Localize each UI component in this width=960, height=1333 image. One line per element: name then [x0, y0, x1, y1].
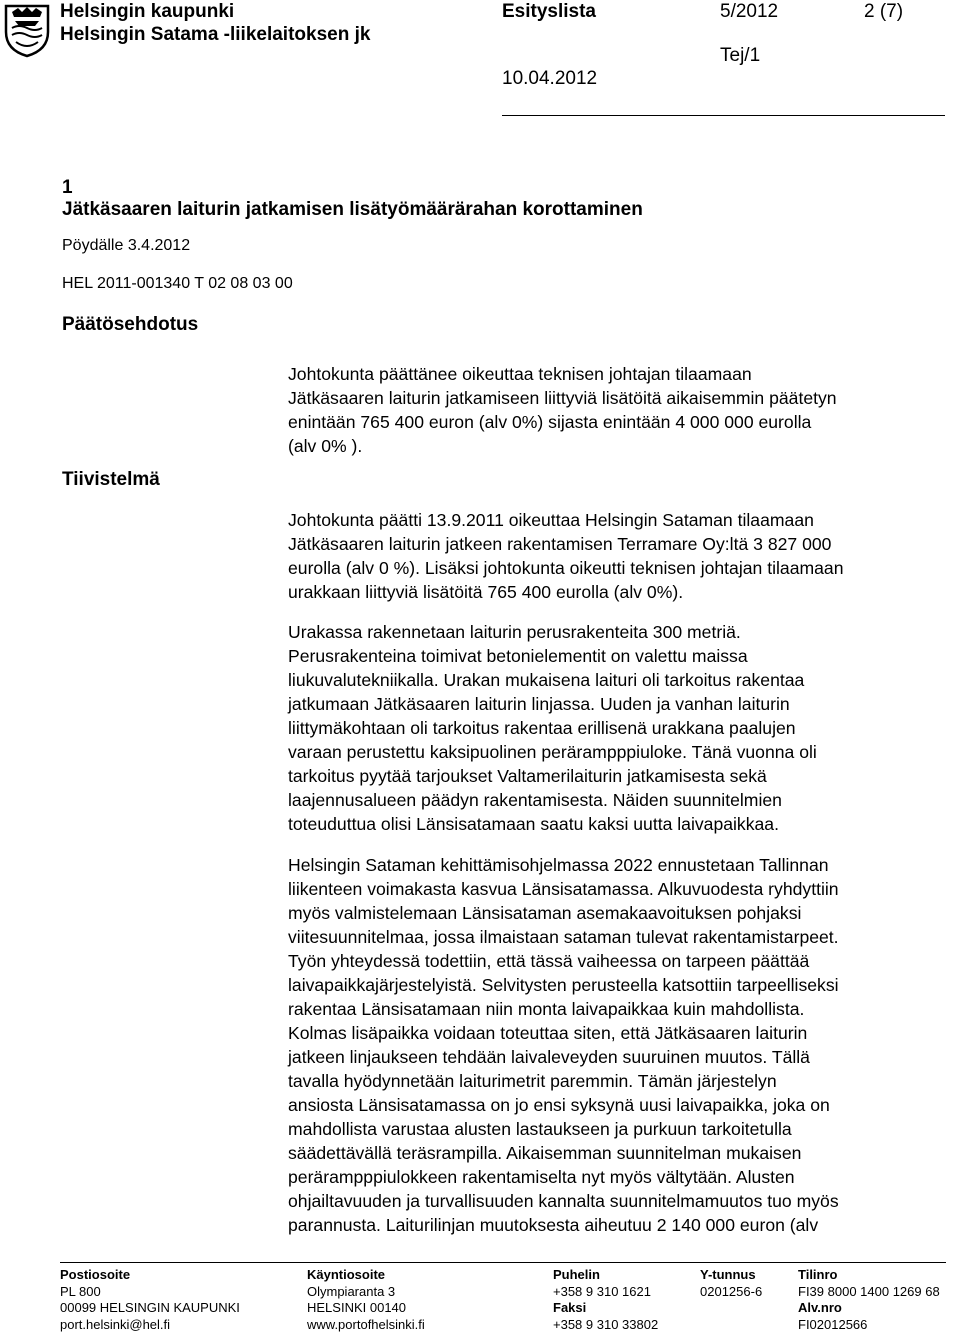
text-line: toteuduttua olisi Länsisatamaan saatu kaksi uutta laivapaikkaa. [288, 812, 948, 836]
text-line: Kolmas lisäpaikka voidaan toteuttaa siten, että Jätkäsaaren laiturin [288, 1021, 948, 1045]
item-title: Jätkäsaaren laiturin jatkamisen lisätyömäärärahan korottaminen [62, 199, 643, 221]
text-line: Johtokunta päättänee oikeuttaa teknisen johtajan tilaamaan [288, 362, 948, 386]
footer-value: +358 9 310 1621 [553, 1284, 658, 1301]
footer-value: HELSINKI 00140 [307, 1300, 425, 1317]
text-line: liikenteen voimakasta kasvua Länsisatamassa. Alkuvuodesta ryhdyttiin [288, 877, 948, 901]
footer-visiting [307, 1267, 425, 1333]
footer-label: Faksi [553, 1300, 586, 1315]
footer-label: Postiosoite [60, 1267, 130, 1282]
footer-rule [60, 1262, 946, 1263]
helsinki-crest-icon [2, 2, 52, 58]
text-line: rakentaa Länsisatamaan niin monta laivapaikkaa kuin mahdollista. [288, 997, 948, 1021]
text-line: jatkeen linjaukseen tehdään laivaleveyden suuruinen muutos. Tällä [288, 1045, 948, 1069]
summary-paragraph [288, 853, 948, 1237]
footer-value: FI39 8000 1400 1269 68 [798, 1284, 940, 1301]
reference-number: HEL 2011-001340 T 02 08 03 00 [62, 274, 293, 294]
summary-paragraph [288, 508, 948, 604]
org-name: Helsingin kaupunki [60, 1, 234, 23]
text-line: perärampppiulokkeen rakentamiselta nyt myös vältytään. Alusten [288, 1165, 948, 1189]
tabled-note: Pöydälle 3.4.2012 [62, 236, 190, 256]
department-code: Tej/1 [720, 45, 760, 67]
text-line: tarkoitus pyytää tarjoukset Valtamerilaiturin jatkamisesta sekä [288, 764, 948, 788]
meeting-date: 10.04.2012 [502, 68, 597, 90]
text-line: Urakassa rakennetaan laiturin perusrakenteita 300 metriä. [288, 620, 948, 644]
text-line: liukuvalutekniikalla. Urakan mukaisena laituri oli tarkoitus rakentaa [288, 668, 948, 692]
text-line: Työn yhteydessä todettiin, että tässä vaiheessa on tarpeen päättää [288, 949, 948, 973]
summary-heading: Tiivistelmä [62, 469, 160, 491]
footer-value: Olympiaranta 3 [307, 1284, 425, 1301]
text-line: eurolla (alv 0 %). Lisäksi johtokunta oikeutti teknisen johtajan tilaamaan [288, 556, 948, 580]
text-line: varaan perustettu kaksipuolinen perärampppiuloke. Tänä vuonna oli [288, 740, 948, 764]
footer-value: PL 800 [60, 1284, 240, 1301]
footer-postal [60, 1267, 240, 1333]
item-number: 1 [62, 177, 73, 199]
text-line: Helsingin Sataman kehittämisohjelmassa 2022 ennustetaan Tallinnan [288, 853, 948, 877]
text-line: Jätkäsaaren laiturin jatkamiseen liittyviä lisätöitä aikaisemmin päätetyn [288, 386, 948, 410]
text-line: jatkumaan Jätkäsaaren laiturin linjassa. Uuden ja vanhan laiturin [288, 692, 948, 716]
footer-account [798, 1267, 940, 1333]
footer-label: Käyntiosoite [307, 1267, 385, 1282]
text-line: Perusrakenteina toimivat betonielementit on valettu maissa [288, 644, 948, 668]
footer-label: Puhelin [553, 1267, 600, 1282]
text-line: Jätkäsaaren laiturin jatkeen rakentamisen Terramare Oy:ltä 3 827 000 [288, 532, 948, 556]
text-line: myös valmistelemaan Länsisataman asemakaavoituksen pohjaksi [288, 901, 948, 925]
text-line: laajennusalueen päädyn rakentamisesta. Näiden suunnitelmien [288, 788, 948, 812]
page-number: 2 (7) [864, 1, 903, 23]
footer-email[interactable]: port.helsinki@hel.fi [60, 1317, 240, 1333]
text-line: liittymäkohtaan oli tarkoitus rakentaa erillisenä urakkana paalujen [288, 716, 948, 740]
text-line: ohjailtavuuden ja turvallisuuden kannalta suunnitelmamuutos tuo myös [288, 1189, 948, 1213]
text-line: Johtokunta päätti 13.9.2011 oikeuttaa Helsingin Sataman tilaamaan [288, 508, 948, 532]
doc-number: 5/2012 [720, 1, 778, 23]
text-line: laivapaikkajärjestelyistä. Selvitysten perusteella katsottiin tarpeelliseksi [288, 973, 948, 997]
footer-label: Y-tunnus [700, 1267, 756, 1282]
footer-value: 00099 HELSINGIN KAUPUNKI [60, 1300, 240, 1317]
footer-label: Alv.nro [798, 1300, 842, 1315]
text-line: viitesuunnitelmaa, jossa ilmaistaan sataman tulevat rakentamistarpeet. [288, 925, 948, 949]
header-rule [502, 115, 945, 116]
text-line: säädettävällä teräsrampilla. Aikaisemman suunnitelman mukaisen [288, 1141, 948, 1165]
footer-value: FI02012566 [798, 1317, 940, 1333]
footer-business-id [700, 1267, 762, 1300]
proposal-text [288, 362, 948, 458]
text-line: ansiosta Länsisatamassa on jo ensi syksynä uusi laivapaikka, joka on [288, 1093, 948, 1117]
text-line: enintään 765 400 euron (alv 0%) sijasta enintään 4 000 000 eurolla [288, 410, 948, 434]
summary-paragraph [288, 620, 948, 836]
text-line: tavalla hyödynnetään laiturimetrit paremmin. Tämän järjestelyn [288, 1069, 948, 1093]
org-unit: Helsingin Satama -liikelaitoksen jk [60, 24, 370, 46]
footer-value: 0201256-6 [700, 1284, 762, 1301]
text-line: parannusta. Laiturilinjan muutoksesta aiheutuu 2 140 000 euron (alv [288, 1213, 948, 1237]
footer-website[interactable]: www.portofhelsinki.fi [307, 1317, 425, 1333]
text-line: mahdollista varustaa alusten lastaukseen ja purkuun tarkoitetulla [288, 1117, 948, 1141]
proposal-heading: Päätösehdotus [62, 314, 198, 336]
text-line: (alv 0% ). [288, 434, 948, 458]
footer-label: Tilinro [798, 1267, 837, 1282]
footer-value: +358 9 310 33802 [553, 1317, 658, 1333]
footer-phone [553, 1267, 658, 1333]
text-line: urakkaan liittyviä lisätöitä 765 400 eurolla (alv 0%). [288, 580, 948, 604]
doc-type: Esityslista [502, 1, 596, 23]
